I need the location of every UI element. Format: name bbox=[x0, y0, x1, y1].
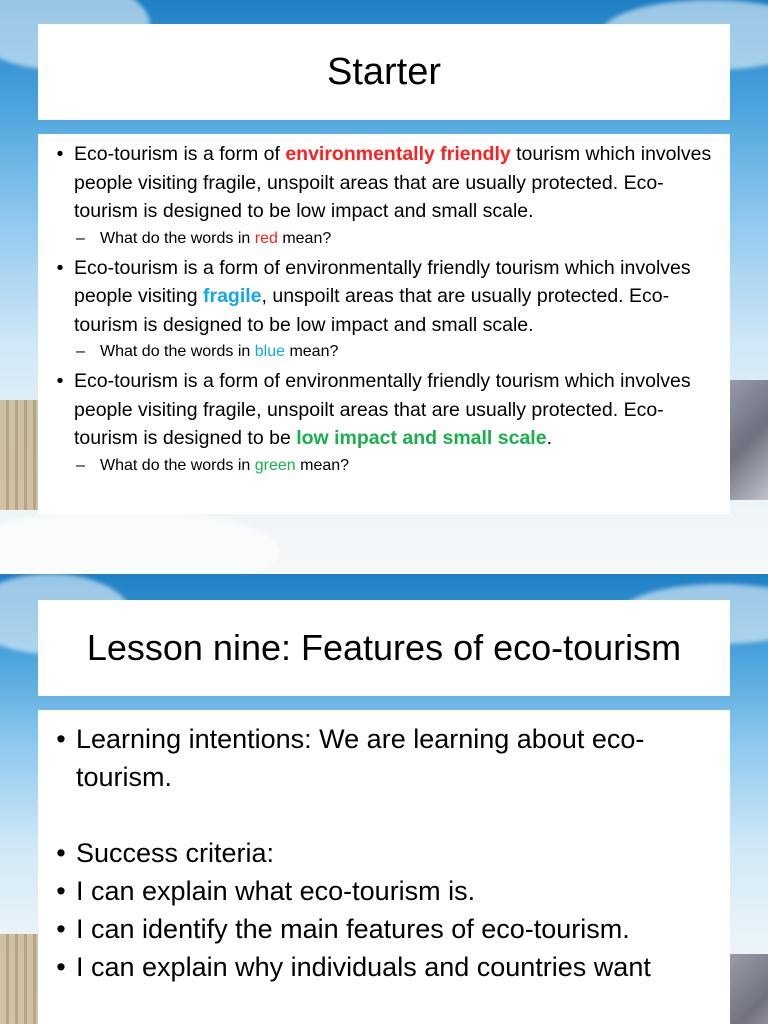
bullet-dot-icon: • bbox=[56, 370, 64, 392]
highlight-red: environmentally friendly bbox=[285, 143, 511, 165]
bullet-text: Learning intentions: We are learning about eco-tourism. bbox=[76, 724, 645, 792]
bullet-dot-icon: • bbox=[56, 143, 64, 165]
bullet-item bbox=[46, 254, 720, 340]
bullet-text: I can explain why individuals and countries want bbox=[76, 952, 651, 982]
bullet-item bbox=[46, 140, 720, 226]
bullet-text: Eco-tourism is a form of environmentally friendly tourism which involves people visiting fragile, unspoilt areas that are usually protected. Eco-tourism is designed to be low impact and small scale. bbox=[74, 143, 712, 222]
ruins-decoration bbox=[0, 934, 40, 1024]
bullet-text: I can explain what eco-tourism is. bbox=[76, 876, 476, 906]
bullet-text: I can identify the main features of eco-tourism. bbox=[76, 914, 630, 944]
cloud-decoration bbox=[0, 510, 280, 574]
dash-icon: – bbox=[76, 343, 85, 360]
highlight-green: low impact and small scale bbox=[296, 427, 547, 449]
bullet-dot-icon: • bbox=[56, 838, 66, 868]
bullet-dot-icon: • bbox=[56, 256, 64, 279]
ruins-decoration bbox=[0, 400, 40, 510]
bullet-item bbox=[46, 834, 720, 872]
building-decoration bbox=[730, 380, 768, 500]
slide-title: Lesson nine: Features of eco-tourism bbox=[38, 600, 730, 696]
highlight-blue: fragile bbox=[203, 285, 262, 307]
bullet-text: Eco-tourism is a form of environmentally friendly tourism which involves people visiting fragile, unspoilt areas that are usually protected. Eco-tourism is designed to be low impact and small scale. bbox=[74, 370, 691, 449]
bullet-dot-icon: • bbox=[56, 724, 66, 754]
bullet-item bbox=[46, 720, 720, 796]
sub-question: – What do the words in blue mean? bbox=[76, 339, 720, 365]
bullet-dot-icon: • bbox=[56, 914, 66, 944]
building-decoration bbox=[730, 954, 768, 1024]
dash-icon: – bbox=[76, 229, 85, 247]
bullet-item bbox=[46, 872, 720, 910]
slide-lesson bbox=[0, 574, 768, 1024]
bullet-item bbox=[46, 910, 720, 948]
bullet-text: Eco-tourism is a form of environmentally friendly tourism which involves people visiting fragile, unspoilt areas that are usually protected. Eco-tourism is designed to be low impact and small scale. bbox=[74, 256, 691, 336]
slide-title: Starter bbox=[38, 24, 730, 120]
dash-icon: – bbox=[76, 456, 85, 474]
slide-body bbox=[38, 134, 730, 514]
sub-question: – What do the words in green mean? bbox=[76, 453, 720, 479]
bullet-text: Success criteria: bbox=[76, 838, 275, 868]
slide-body bbox=[38, 710, 730, 1024]
bullet-item bbox=[46, 367, 720, 453]
bullet-dot-icon: • bbox=[56, 876, 66, 906]
bullet-dot-icon: • bbox=[56, 952, 66, 982]
sub-question: – What do the words in red mean? bbox=[76, 226, 720, 252]
bullet-item bbox=[46, 948, 720, 986]
